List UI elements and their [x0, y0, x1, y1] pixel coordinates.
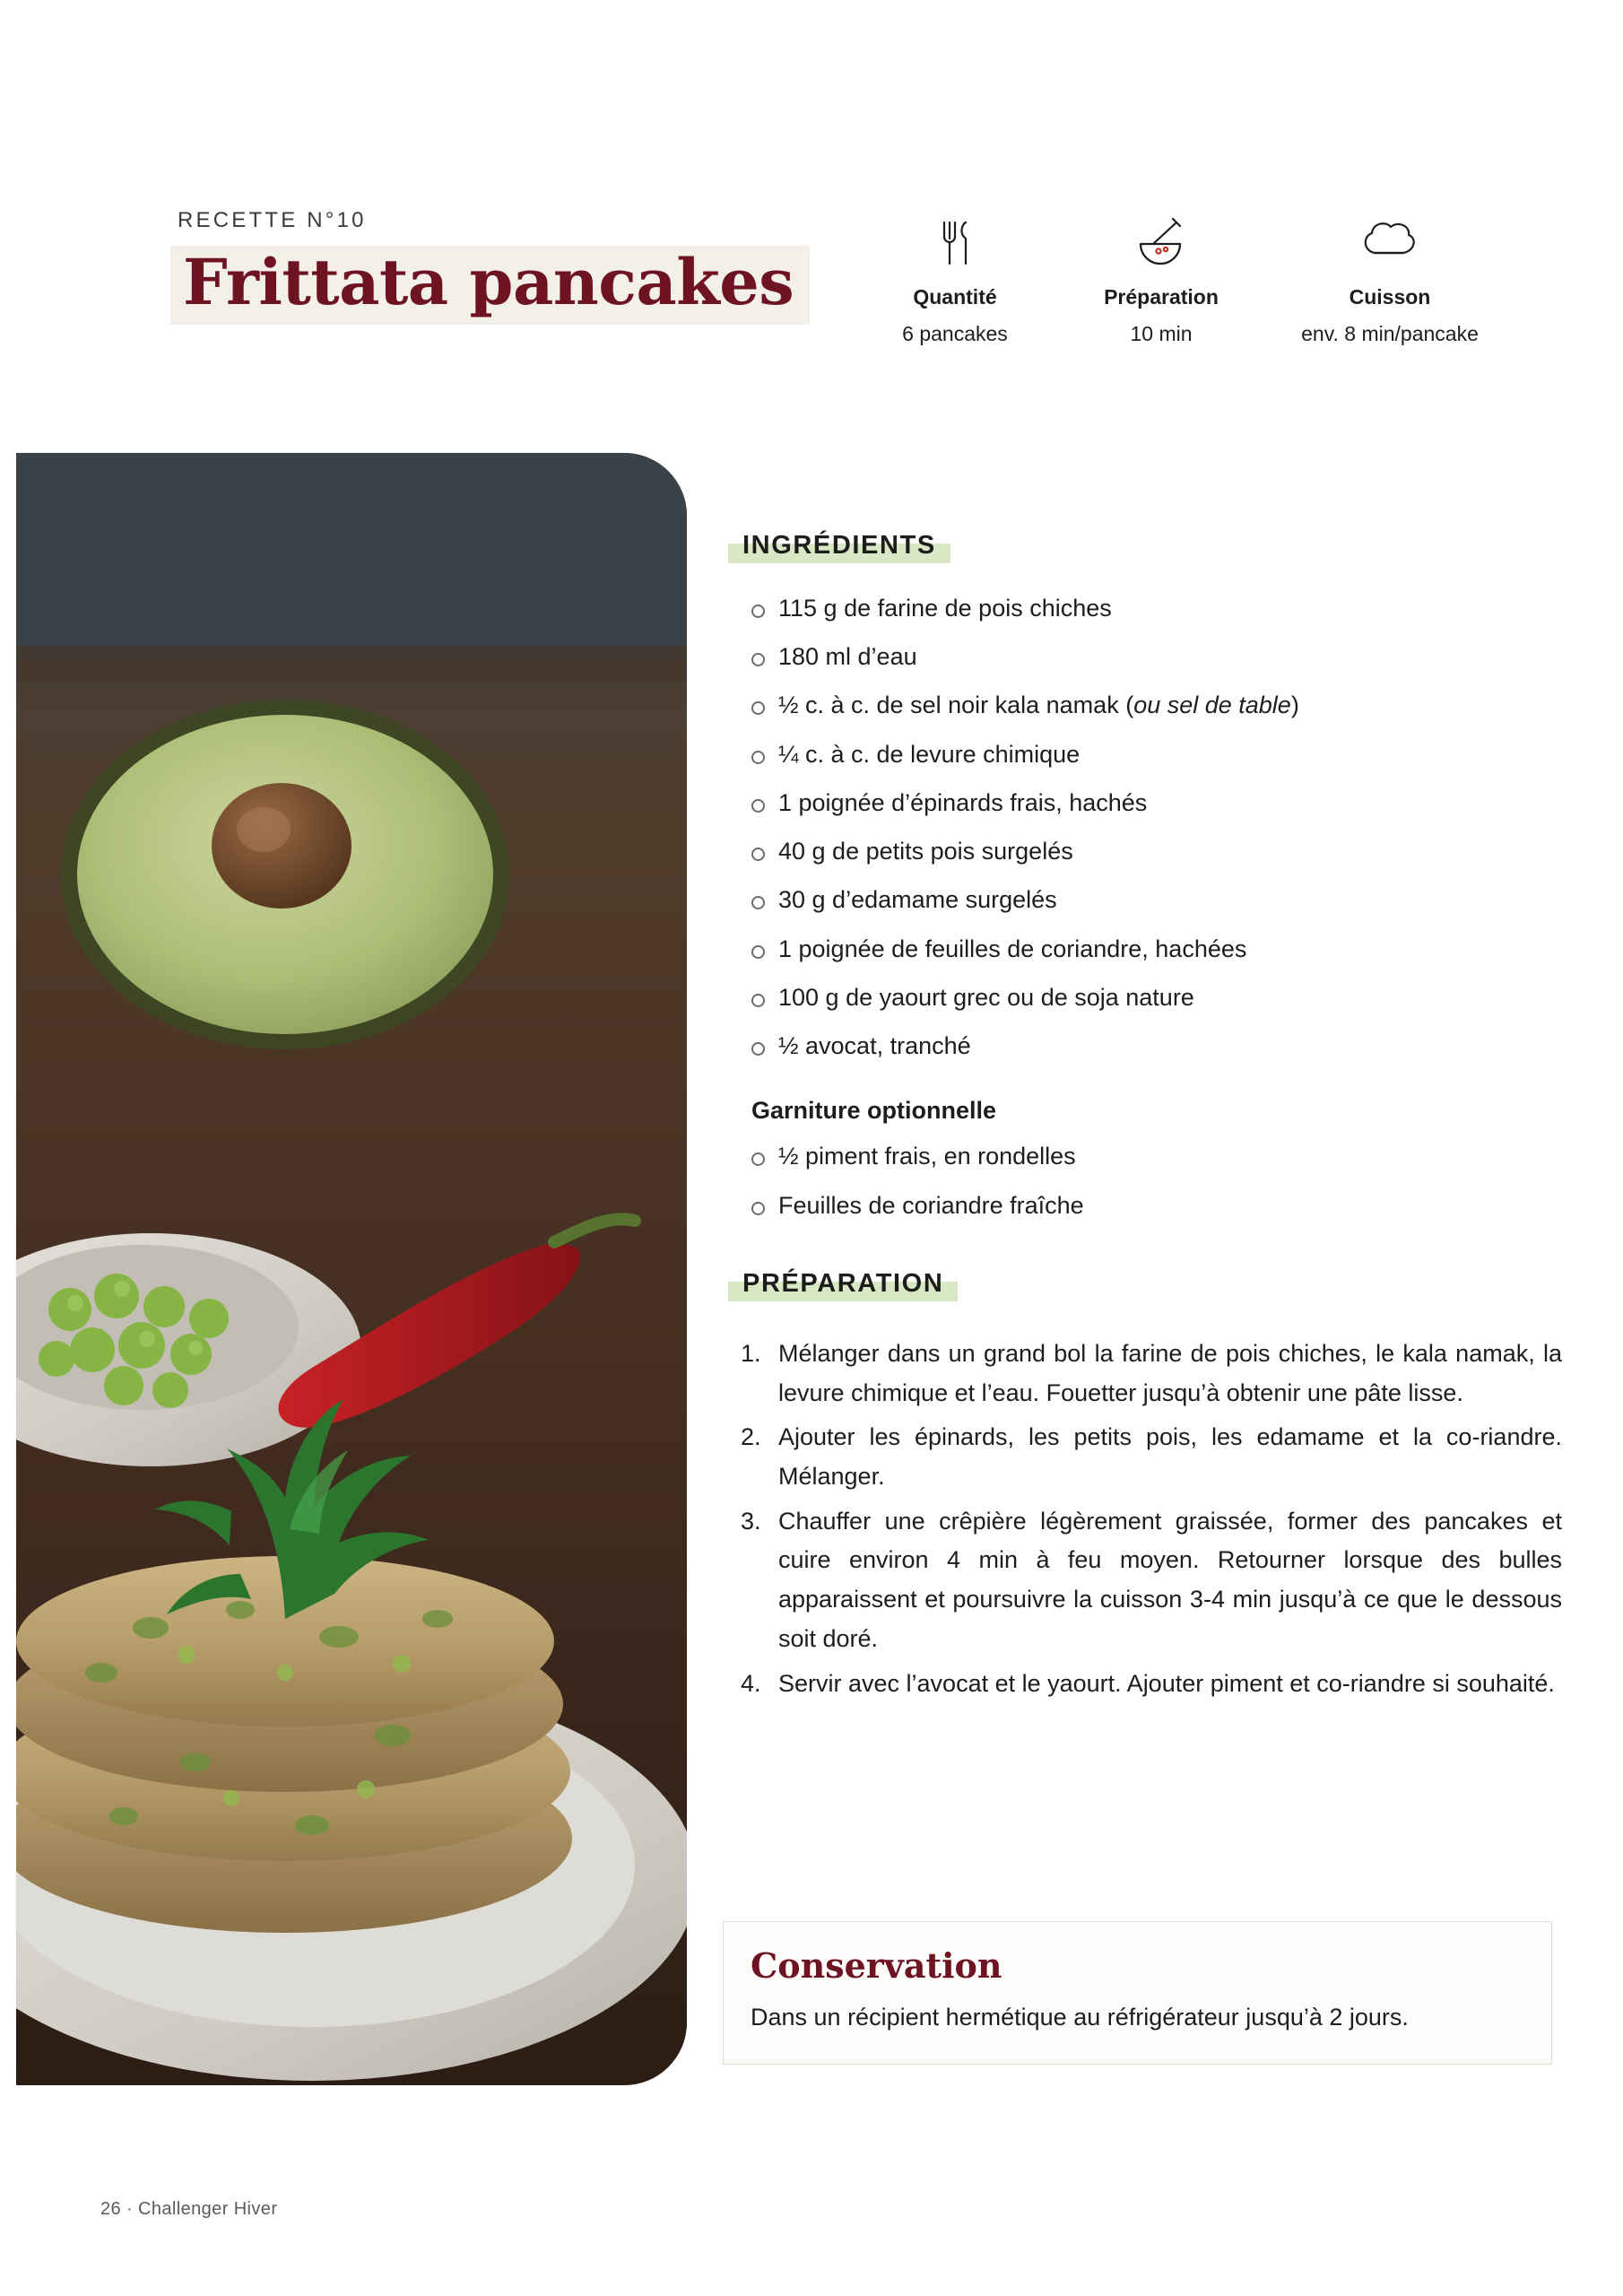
ingredients-section	[728, 527, 1562, 564]
conservation-box	[723, 1921, 1552, 2065]
meta-cuisson	[1264, 213, 1515, 346]
ingredient-text: ½ c. à c. de sel noir kala namak (	[778, 691, 1134, 719]
recipe-meta-row	[852, 213, 1515, 346]
recipe-title-band	[170, 246, 810, 325]
list-item	[750, 838, 1562, 886]
ingredient-text: ¼ c. à c. de levure chimique	[778, 740, 1081, 768]
ingredient-text: 100 g de yaourt grec ou de soja nature	[778, 983, 1194, 1011]
list-item: Ajouter les épinards, les petits pois, les edamame et la co-riandre. Mélanger.	[778, 1423, 1562, 1491]
list-item	[750, 935, 1562, 984]
list-item	[750, 691, 1562, 740]
list-item	[750, 984, 1562, 1032]
conservation-title: Conservation	[751, 1945, 1002, 1986]
meta-label: Quantité	[913, 285, 997, 309]
list-item: Servir avec l’avocat et le yaourt. Ajouter piment et co-riandre si souhaité.	[778, 1669, 1555, 1697]
ingredient-text: 180 ml d’eau	[778, 643, 917, 671]
recipe-photo-illustration	[16, 453, 687, 2085]
garnish-heading: Garniture optionnelle	[751, 1097, 997, 1125]
conservation-text: Dans un récipient hermétique au réfrigérateur jusqu’à 2 jours.	[751, 2004, 1409, 2031]
meta-label: Préparation	[1104, 285, 1219, 309]
meta-value: 6 pancakes	[902, 322, 1008, 345]
meta-label: Cuisson	[1349, 285, 1431, 309]
garnish-text: Feuilles de coriandre fraîche	[778, 1191, 1084, 1219]
page-title: Frittata pancakes	[183, 245, 794, 319]
ingredients-list	[728, 595, 1562, 1081]
meta-preparation	[1058, 213, 1264, 346]
preparation-heading: PRÉPARATION	[728, 1265, 958, 1302]
meta-value: env. 8 min/pancake	[1301, 322, 1479, 345]
ingredient-text-after: )	[1290, 691, 1299, 719]
ingredient-text: ½ avocat, tranché	[778, 1032, 971, 1060]
ingredients-heading: INGRÉDIENTS	[728, 527, 950, 564]
list-item: Mélanger dans un grand bol la farine de pois chiches, le kala namak, la levure chimique et l’eau. Fouetter jusqu’à obtenir une pâte lisse.	[778, 1339, 1562, 1406]
recipe-number: RECETTE N°10	[178, 208, 367, 232]
ingredient-text: 40 g de petits pois surgelés	[778, 838, 1073, 865]
list-item	[750, 1192, 1562, 1240]
fork-knife-icon	[852, 213, 1058, 269]
recipe-header	[170, 208, 1515, 370]
preparation-steps	[728, 1335, 1562, 1704]
meta-value: 10 min	[1130, 322, 1193, 345]
preparation-section	[728, 1265, 1562, 1302]
ingredient-text: 1 poignée de feuilles de coriandre, hachées	[778, 935, 1247, 962]
list-item: Chauffer une crêpière légèrement graissée, former des pancakes et cuire environ 4 min à feu moyen. Retourner lorsque des bulles apparaissent et poursuivre la cuisson 3-4 min jusqu’à ce que le dessous soit doré.	[778, 1507, 1562, 1652]
list-item	[750, 595, 1562, 643]
list-item	[750, 789, 1562, 838]
recipe-content	[728, 527, 1562, 1709]
list-item	[750, 886, 1562, 935]
ingredient-text: 30 g d’edamame surgelés	[778, 886, 1057, 914]
ingredient-text: 1 poignée d’épinards frais, hachés	[778, 788, 1148, 816]
page-footer: 26 · Challenger Hiver	[100, 2199, 278, 2219]
list-item	[750, 643, 1562, 691]
garnish-text: ½ piment frais, en rondelles	[778, 1143, 1076, 1170]
list-item	[750, 1143, 1562, 1191]
meta-quantity	[852, 213, 1058, 346]
recipe-photo	[16, 453, 687, 2085]
list-item	[750, 1032, 1562, 1081]
ingredient-note: ou sel de table	[1133, 691, 1291, 719]
chef-hat-icon	[1264, 213, 1515, 269]
ingredient-text: 115 g de farine de pois chiches	[778, 595, 1112, 622]
mortar-pestle-icon	[1058, 213, 1264, 269]
list-item	[750, 741, 1562, 789]
garnish-list	[728, 1143, 1562, 1239]
